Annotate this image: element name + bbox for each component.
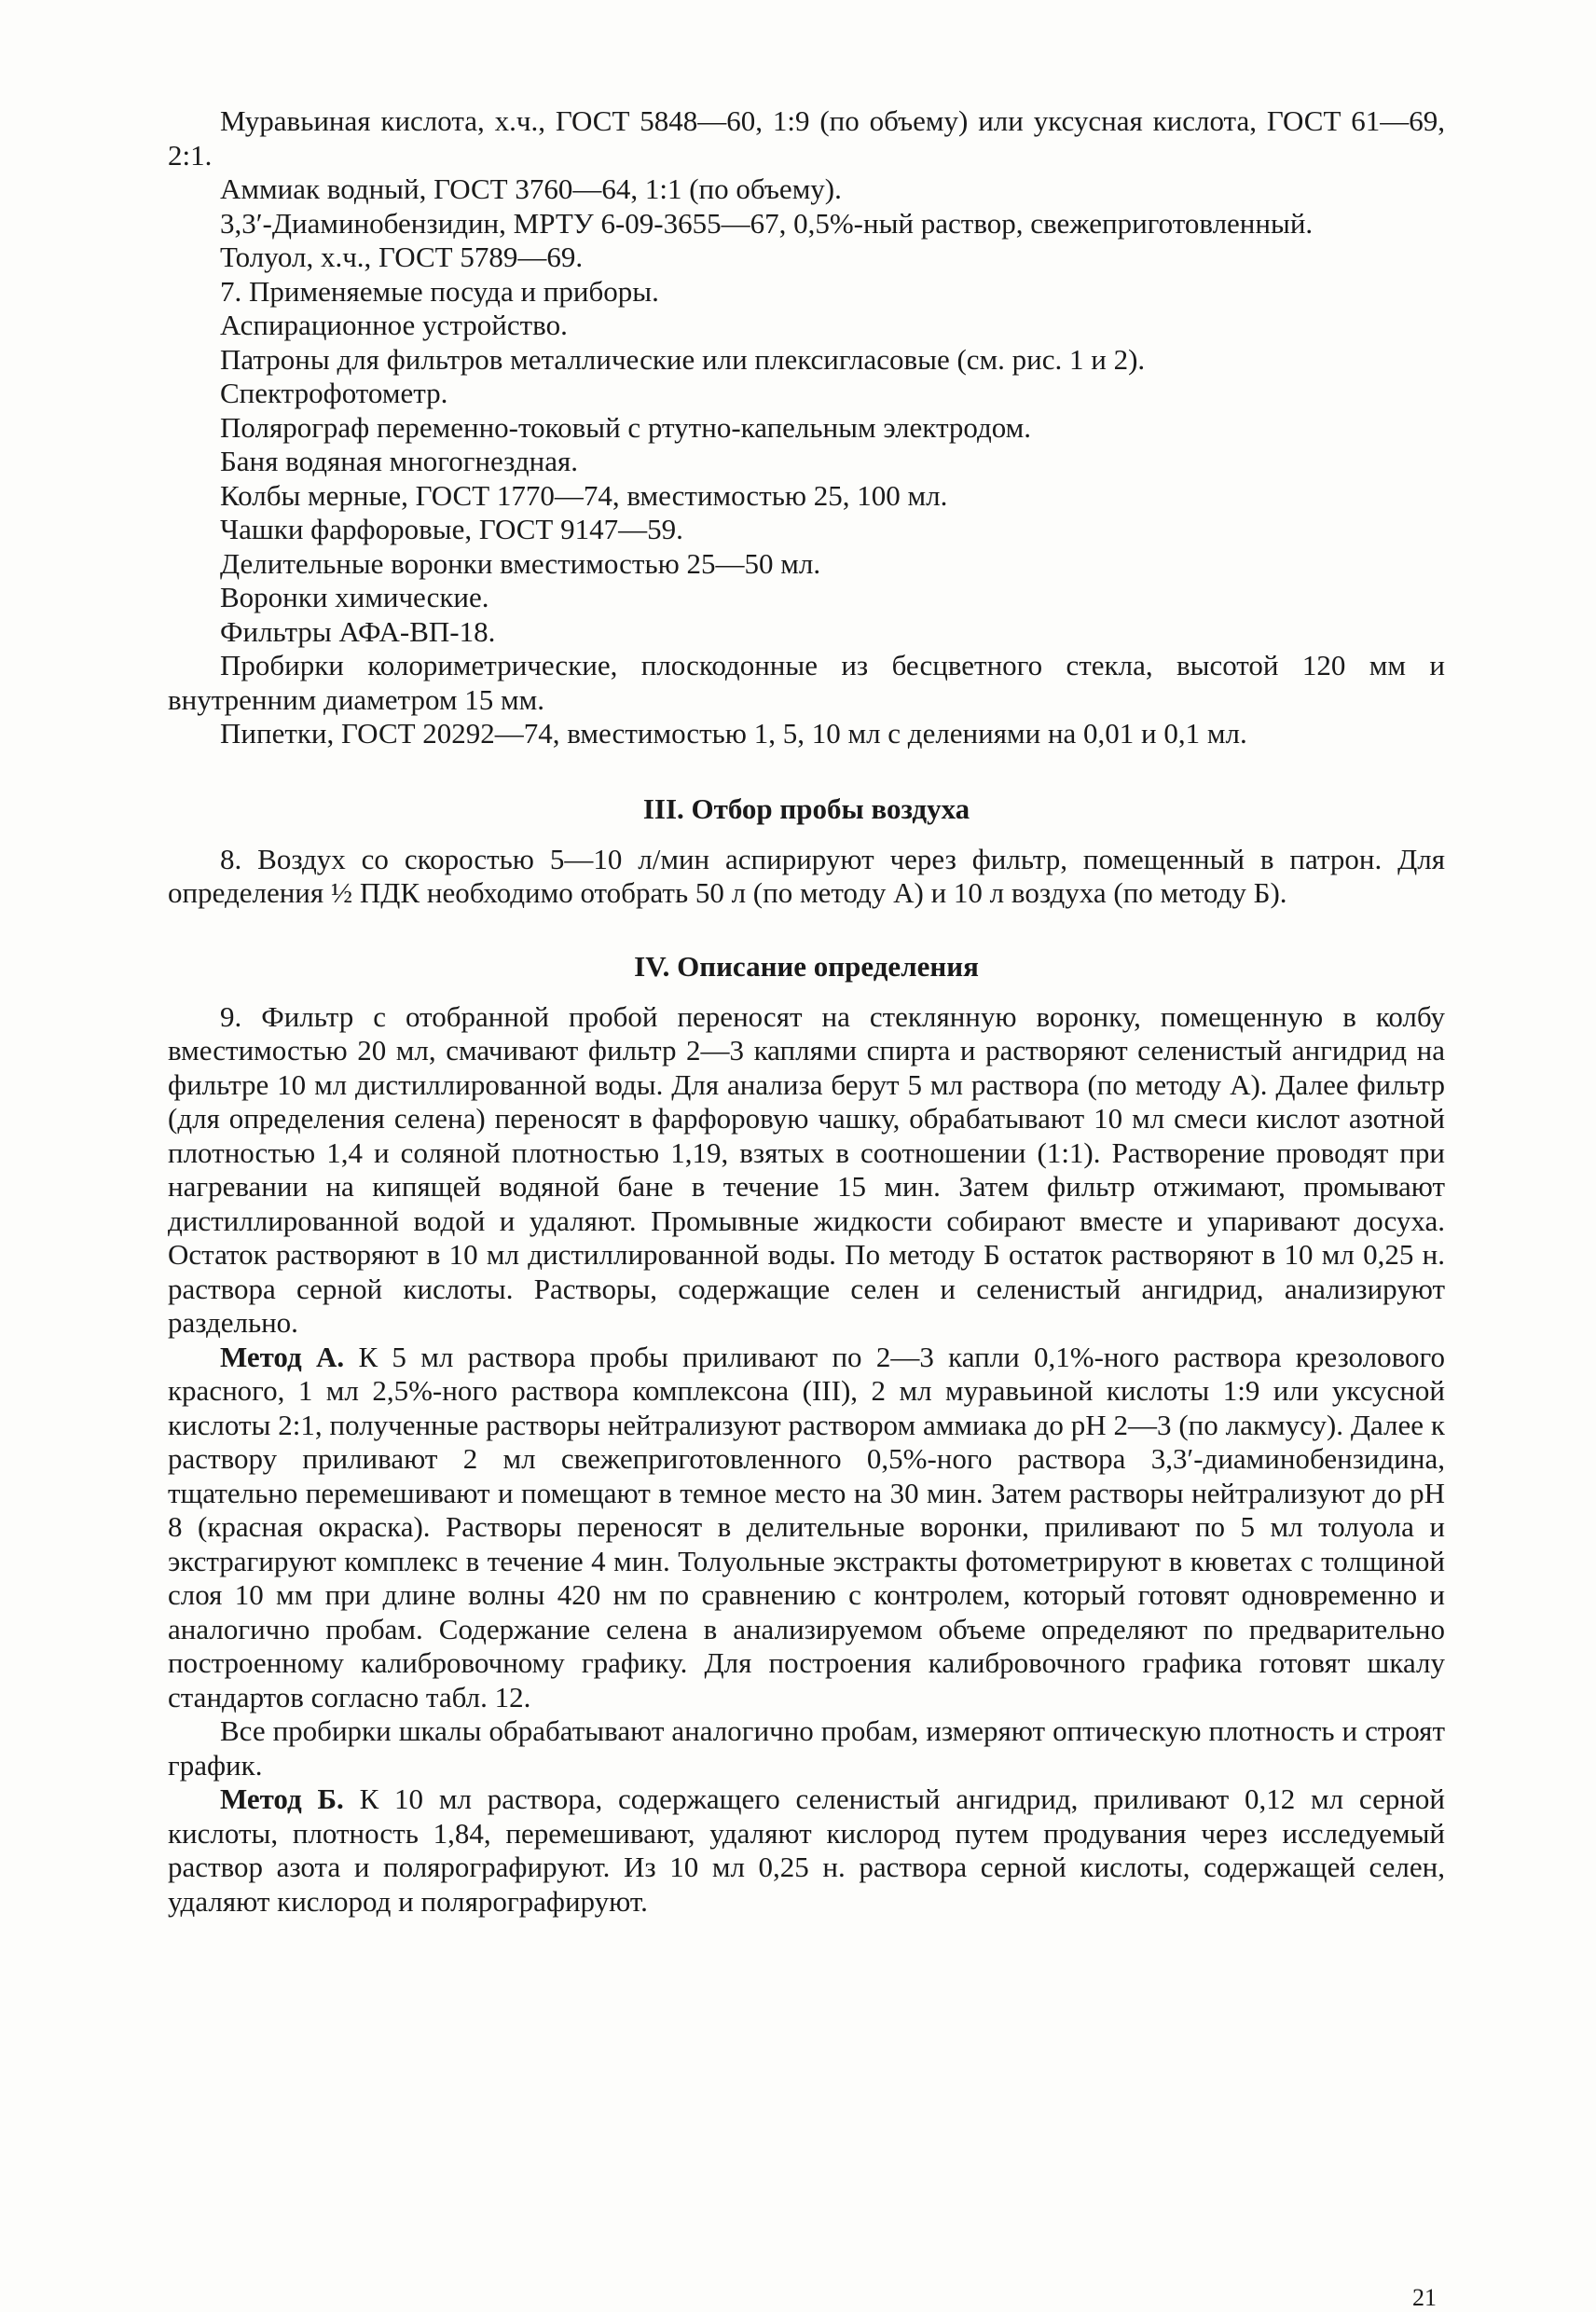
equipment-title: 7. Применяемые посуда и приборы. xyxy=(220,274,659,308)
equipment-item: Полярограф переменно-токовый с ртутно-капельным электродом. xyxy=(220,410,1032,444)
equipment-item: Спектрофотометр. xyxy=(220,377,448,409)
equipment-item: Пробирки колориметрические, плоскодонные из бесцветного стекла, высотой 120 мм и внутренним диаметром 15 мм. xyxy=(168,649,1445,716)
equipment-item: Фильтры АФА-ВП-18. xyxy=(220,614,496,648)
paragraph-8: 8. Воздух со скоростью 5—10 л/мин аспирируют через фильтр, помещенный в патрон. Для определения ½ ПДК необходимо отобрать 50 л (по методу А) и 10 л воздуха (по методу Б). xyxy=(168,842,1445,909)
method-b-label: Метод Б. xyxy=(220,1782,344,1815)
paragraph-9: 9. Фильтр с отобранной пробой переносят на стеклянную воронку, помещенную в колбу вместимостью 20 мл, смачивают фильтр 2—3 каплями спирта и растворяют селенистый ангидрид на фильтре 10 мл дистиллированной воды. Для анализа берут 5 мл раствора (по методу А). Далее фильтр (для определения селена) переносят в фарфоровую чашку, обрабатывают 10 мл смеси кислот азотной плотностью 1,4 и соляной плотностью 1,19, взятых в соотношении (1:1). Растворение проводят при нагревании на кипящей водяной бане в течение 15 мин. Затем фильтр отжимают, промывают дистиллированной водой и удаляют. Промывные жидкости собирают вместе и упаривают досуха. Остаток растворяют в 10 мл дистиллированной воды. По методу Б остаток растворяют в 10 мл 0,25 н. раствора серной кислоты. Растворы, содержащие селен и селенистый ангидрид, анализируют раздельно. xyxy=(168,999,1445,1339)
reagent-toluene: Толуол, х.ч., ГОСТ 5789—69. xyxy=(220,241,584,273)
method-b-text: К 10 мл раствора, содержащего селенистый ангидрид, приливают 0,12 мл серной кислоты, плотность 1,84, перемешивают, удаляют кислород путем продувания через исследуемый раствор азота и полярографируют. Из 10 мл 0,25 н. раствора серной кислоты, содержащей селен, удаляют кислород и полярографируют. xyxy=(168,1782,1446,1918)
equipment-item: Аспирационное устройство. xyxy=(220,309,568,341)
section-heading-determination: IV. Описание определения xyxy=(634,949,979,983)
scale-paragraph: Все пробирки шкалы обрабатывают аналогично пробам, измеряют оптическую плотность и строят график. xyxy=(168,1714,1445,1782)
equipment-item: Чашки фарфоровые, ГОСТ 9147—59. xyxy=(220,513,683,545)
method-b-paragraph xyxy=(168,1782,1445,1919)
page-content xyxy=(168,104,1445,1919)
reagent-ammonia: Аммиак водный, ГОСТ 3760—64, 1:1 (по объему). xyxy=(220,172,842,205)
method-a-paragraph xyxy=(168,1341,1445,1715)
equipment-item: Баня водяная многогнездная. xyxy=(220,445,578,477)
equipment-item: Колбы мерные, ГОСТ 1770—74, вместимостью 25, 100 мл. xyxy=(220,478,948,512)
section-heading-air-sampling: III. Отбор пробы воздуха xyxy=(642,791,970,825)
equipment-item: Патроны для фильтров металлические или плексигласовые (см. рис. 1 и 2). xyxy=(220,342,1146,376)
equipment-item: Делительные воронки вместимостью 25—50 мл. xyxy=(220,546,821,580)
method-a-text: К 5 мл раствора пробы приливают по 2—3 капли 0,1%-ного раствора крезолового красного, 1 мл 2,5%-ного раствора комплексона (III), 2 мл муравьиной кислоты 1:9 или уксусной кислоты 2:1, полученные растворы нейтрализуют раствором аммиака до pH 2—3 (по лакмусу). Далее к раствору приливают 2 мл свежеприготовленного 0,5%-ного раствора 3,3′-диаминобензидина, тщательно перемешивают и помещают в темное место на 30 мин. Затем растворы нейтрализуют до pH 8 (красная окраска). Растворы переносят в делительные воронки, приливают по 5 мл толуола и экстрагируют комплекс в течение 4 мин. Толуольные экстракты фотометрируют в кюветах с толщиной слоя 10 мм при длине волны 420 нм по сравнению с контролем, который готовят одновременно и аналогично пробам. Содержание селена в анализируемом объеме определяют по предварительно построенному калибровочному графику. Для построения калибровочного графика готовят шкалу стандартов согласно табл. 12. xyxy=(168,1340,1445,1713)
reagent-diaminobenzidine: 3,3′-Диаминобензидин, МРТУ 6-09-3655—67, 0,5%-ный раствор, свежеприготовленный. xyxy=(220,206,1314,240)
page-number: 21 xyxy=(1412,2286,1437,2306)
method-a-label: Метод А. xyxy=(220,1340,345,1373)
reagent-formic-acid: Муравьиная кислота, х.ч., ГОСТ 5848—60, 1:9 (по объему) или уксусная кислота, ГОСТ 61—69, 2:1. xyxy=(168,104,1445,172)
equipment-item: Воронки химические. xyxy=(220,581,489,613)
equipment-item: Пипетки, ГОСТ 20292—74, вместимостью 1, 5, 10 мл с делениями на 0,01 и 0,1 мл. xyxy=(220,717,1247,750)
